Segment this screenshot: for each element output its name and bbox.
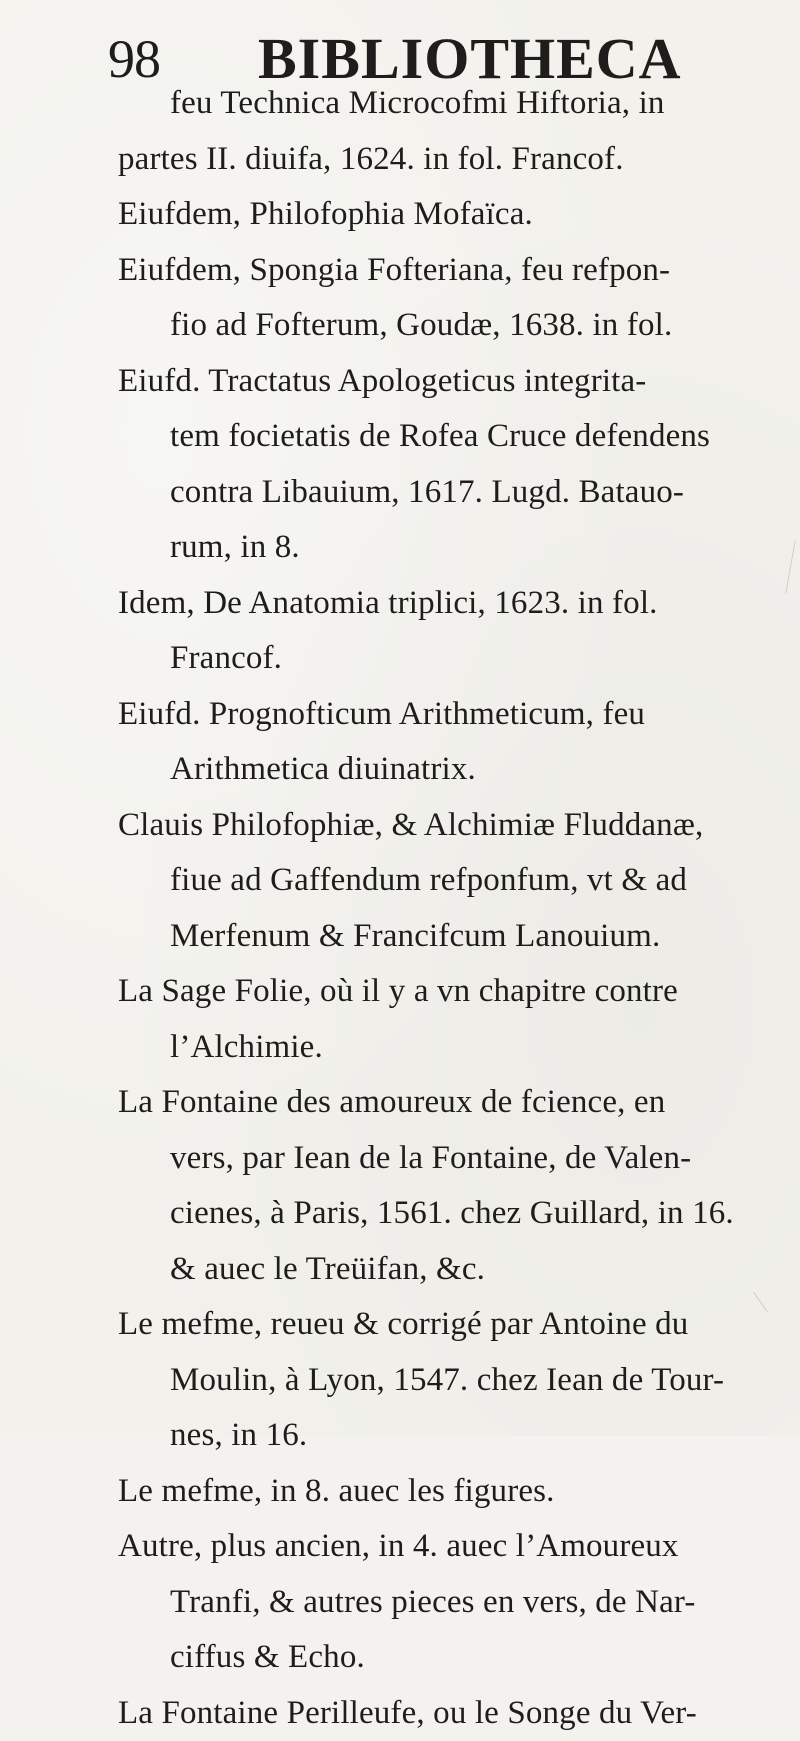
entry-line: feu Technica Microcofmi Hiftoria, in <box>118 76 800 132</box>
page-number: 98 <box>108 24 160 94</box>
bibliography-entry <box>118 964 800 1075</box>
bibliography-entry <box>118 798 800 965</box>
bibliography-entry <box>118 76 800 187</box>
entry-line: rum, in 8. <box>118 520 800 576</box>
entry-line: Le mefme, in 8. auec les figures. <box>118 1464 800 1520</box>
entry-line: Eiufdem, Philofophia Mofaïca. <box>118 187 800 243</box>
bibliography-entry <box>118 354 800 576</box>
entry-line: Tranfi, & autres pieces en vers, de Nar- <box>118 1575 800 1631</box>
bibliography-entry <box>118 1075 800 1297</box>
running-title: BIBLIOTHECA <box>258 24 682 94</box>
entry-line: Idem, De Anatomia triplici, 1623. in fol. <box>118 576 800 632</box>
entry-line: Clauis Philofophiæ, & Alchimiæ Fluddanæ, <box>118 798 800 854</box>
entry-line: l’Alchimie. <box>118 1020 800 1076</box>
bibliography-entry <box>118 1464 800 1520</box>
entry-line: partes II. diuifa, 1624. in fol. Francof. <box>118 132 800 188</box>
entry-line: tem focietatis de Rofea Cruce defendens <box>118 409 800 465</box>
entry-line: fio ad Fofterum, Goudæ, 1638. in fol. <box>118 298 800 354</box>
bibliography-list <box>118 76 800 1741</box>
entry-line: fiue ad Gaffendum refponfum, vt & ad <box>118 853 800 909</box>
entry-line: Merfenum & Francifcum Lanouium. <box>118 909 800 965</box>
bibliography-entry <box>118 576 800 687</box>
entry-line: & auec le Treüifan, &c. <box>118 1242 800 1298</box>
bibliography-entry <box>118 243 800 354</box>
entry-line: La Fontaine Perilleufe, ou le Songe du Ver- <box>118 1686 800 1741</box>
entry-line: Eiufdem, Spongia Fofteriana, feu refpon- <box>118 243 800 299</box>
entry-line: vers, par Iean de la Fontaine, de Valen- <box>118 1131 800 1187</box>
bibliography-entry <box>118 1686 800 1741</box>
entry-line: Eiufd. Prognofticum Arithmeticum, feu <box>118 687 800 743</box>
entry-line: Francof. <box>118 631 800 687</box>
entry-line: Moulin, à Lyon, 1547. chez Iean de Tour- <box>118 1353 800 1409</box>
entry-line: cienes, à Paris, 1561. chez Guillard, in 16. <box>118 1186 800 1242</box>
entry-line: Eiufd. Tractatus Apologeticus integrita- <box>118 354 800 410</box>
entry-line: Le mefme, reueu & corrigé par Antoine du <box>118 1297 800 1353</box>
entry-line: contra Libauium, 1617. Lugd. Batauo- <box>118 465 800 521</box>
bibliography-entry <box>118 187 800 243</box>
bibliography-entry <box>118 1297 800 1464</box>
entry-line: La Fontaine des amoureux de fcience, en <box>118 1075 800 1131</box>
entry-line: ciffus & Echo. <box>118 1630 800 1686</box>
entry-line: Autre, plus ancien, in 4. auec l’Amoureux <box>118 1519 800 1575</box>
bibliography-entry <box>118 687 800 798</box>
bibliography-entry <box>118 1519 800 1686</box>
entry-line: La Sage Folie, où il y a vn chapitre contre <box>118 964 800 1020</box>
entry-line: Arithmetica diuinatrix. <box>118 742 800 798</box>
entry-line: nes, in 16. <box>118 1408 800 1464</box>
